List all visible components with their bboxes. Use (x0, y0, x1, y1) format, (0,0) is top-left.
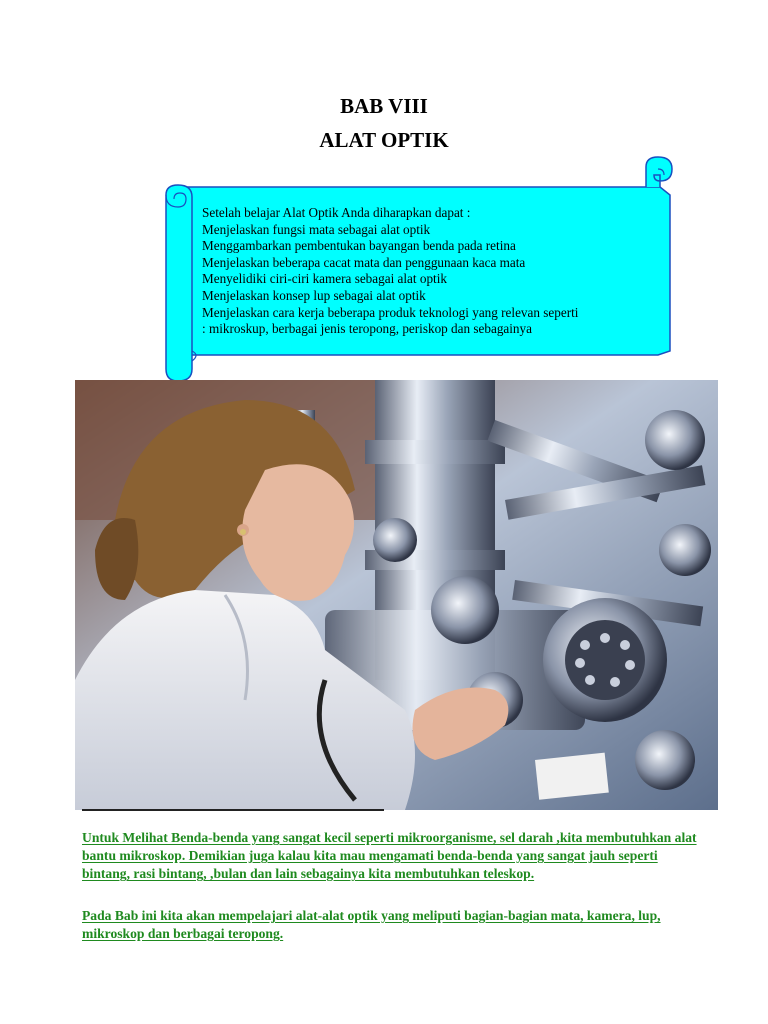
photo-underline (82, 809, 384, 811)
chapter-number: BAB VIII (340, 94, 428, 118)
objectives-list (202, 205, 662, 338)
objective-item: Menjelaskan beberapa cacat mata dan penggunaan kaca mata (202, 254, 526, 270)
scientist-photo (75, 380, 718, 810)
objective-item: Menyelidiki ciri-ciri kamera sebagai alat optik (202, 271, 447, 287)
intro-paragraph: Untuk Melihat Benda-benda yang sangat kecil seperti mikroorganisme, sel darah ,kita membutuhkan alat bantu mikroskop. Demikian juga kalau kita mau mengamati benda-benda yang sangat jauh seperti bintang, rasi bintang, ,bulan dan lain sebagainya kita membutuhkan teleskop. (82, 830, 697, 881)
objective-item: Menjelaskan cara kerja beberapa produk teknologi yang relevan seperti (202, 304, 579, 320)
chapter-title: ALAT OPTIK (319, 128, 449, 152)
objective-item-continued: : mikroskup, berbagai jenis teropong, periskop dan sebagainya (202, 321, 532, 337)
objective-item: Menjelaskan fungsi mata sebagai alat optik (202, 221, 431, 237)
objective-item: Menjelaskan konsep lup sebagai alat optik (202, 287, 426, 303)
chapter-scope-paragraph: Pada Bab ini kita akan mempelajari alat-alat optik yang meliputi bagian-bagian mata, kamera, lup, mikroskop dan berbagai teropong. (82, 908, 661, 941)
objective-item: Menggambarkan pembentukan bayangan benda pada retina (202, 238, 516, 254)
objective-intro: Setelah belajar Alat Optik Anda diharapkan dapat : (202, 205, 471, 220)
scientist-with-apparatus-illustration (75, 380, 718, 810)
objectives-scroll-banner (160, 155, 680, 385)
